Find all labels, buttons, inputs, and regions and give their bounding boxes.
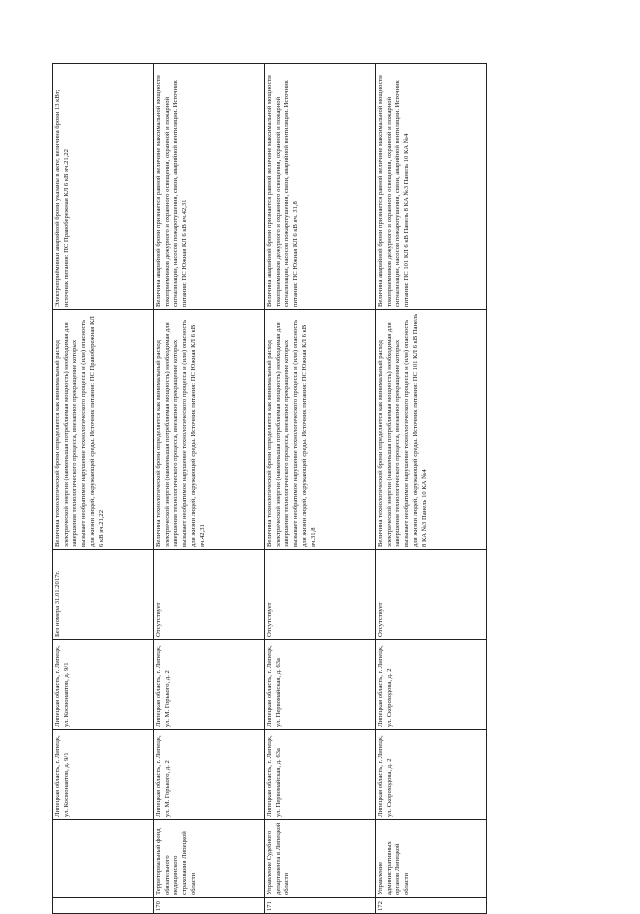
- table-row: [154, 64, 265, 914]
- row-number: 170: [154, 898, 265, 914]
- organization-name: [53, 820, 154, 898]
- technological-armor: Величина технологической брони определяется как минимальный расход электрической энергии (наименьшая потребляемая мощность) необходимая для завершения технологического процесса, внезапное прекращение которых вызывает необратимое нарушение технологического процесса и (или) опасность для жизни людей, окружающей среды. Источник питания: ПС Южная КЛ 6 кВ яч.31,8: [265, 310, 376, 550]
- legal-address: Липецкая область, г. Липецк, ул. Скороходова, д. 2: [376, 730, 487, 820]
- technological-armor: Величина технологической брони определяется как минимальный расход электрической энергии (наименьшая потребляемая мощность) необходимая для завершения технологического процесса, внезапное прекращение которых вызывает необратимое нарушение технологического процесса и (или) опасность для жизни людей, окружающей среды. Источник питания: ПС 101 КЛ 6 кВ Панель 8 КА №3 Панель 10 КА №4: [376, 310, 487, 550]
- actual-address: Липецкая область, г. Липецк, ул. Космонавтов, д. 9/1: [53, 640, 154, 730]
- armor-table: [52, 63, 487, 914]
- actual-address: Липецкая область, г. Липецк, ул. М. Горького, д. 2: [154, 640, 265, 730]
- act-reference: Отсутствует: [376, 550, 487, 640]
- actual-address: Липецкая область, г. Липецк, ул. Первомайская, д. 63а: [265, 640, 376, 730]
- row-number: [53, 898, 154, 914]
- rotated-table-container: [52, 64, 482, 914]
- table-row: [376, 64, 487, 914]
- organization-name: Территориальный фонд обязательного медицинского страхования Липецкой области: [154, 820, 265, 898]
- technological-armor: Величина технологической брони определяется как минимальный расход электрической энергии (наименьшая потребляемая мощность) необходимая для завершения технологического процесса, внезапное прекращение которых вызывает необратимое нарушение технологического процесса и (или) опасность для жизни людей, окружающей среды. Источник питания: ПС Правобережная КЛ 6 кВ яч.21,22: [53, 310, 154, 550]
- organization-name: Управление Судебного департамента в Липецкой области: [265, 820, 376, 898]
- organization-name: Управление административных органов Липецкой области: [376, 820, 487, 898]
- table-row: [53, 64, 154, 914]
- table-row: [265, 64, 376, 914]
- actual-address: Липецкая область, г. Липецк, ул. Скороходова, д. 2: [376, 640, 487, 730]
- emergency-armor: Величина аварийной брони признается равной величине максимальной мощности токоприемников дежурного и охранного освещения, охранной и пожарной сигнализации, насосов пожаротушения, связи, аварийной вентиляции. Источник питания: ПС Южная КЛ 6 кВ яч. 31,8: [265, 64, 376, 310]
- emergency-armor: Величина аварийной брони признается равной величине максимальной мощности токоприемников дежурного и охранного освещения, охранной и пожарной сигнализации, насосов пожаротушения, связи, аварийной вентиляции. Источник питания: ПС 101 КЛ 6 кВ Панель 8 КА №3 Панель 10 КА №4: [376, 64, 487, 310]
- technological-armor: Величина технологической брони определяется как минимальный расход электрической энергии (наименьшая потребляемая мощность) необходимая для завершения технологического процесса, внезапное прекращение которых вызывает необратимое нарушение технологического процесса и (или) опасность для жизни людей, окружающей среды. Источник питания: ПС Южная КЛ 6 кВ яч.42,31: [154, 310, 265, 550]
- legal-address: Липецкая область, г. Липецк, ул. Космонавтов, д. 9/1: [53, 730, 154, 820]
- row-number: 171: [265, 898, 376, 914]
- act-reference: Отсутствует: [154, 550, 265, 640]
- legal-address: Липецкая область, г. Липецк, ул. М. Горького, д. 2: [154, 730, 265, 820]
- emergency-armor: Электроприёмники аварийной брони указаны в акте; величина брони 13 кВт; источник питания: ПС Правобережная КЛ 6 кВ яч.21,22: [53, 64, 154, 310]
- emergency-armor: Величина аварийной брони признается равной величине максимальной мощности токоприемников дежурного и охранного освещения, охранной и пожарной сигнализации, насосов пожаротушения, связи, аварийной вентиляции. Источник питания: ПС Южная КЛ 6 кВ яч.42,31: [154, 64, 265, 310]
- legal-address: Липецкая область, г. Липецк, ул. Первомайская, д. 63а: [265, 730, 376, 820]
- row-number: 172: [376, 898, 487, 914]
- act-reference: Без номера 31.01.2017г.: [53, 550, 154, 640]
- act-reference: Отсутствует: [265, 550, 376, 640]
